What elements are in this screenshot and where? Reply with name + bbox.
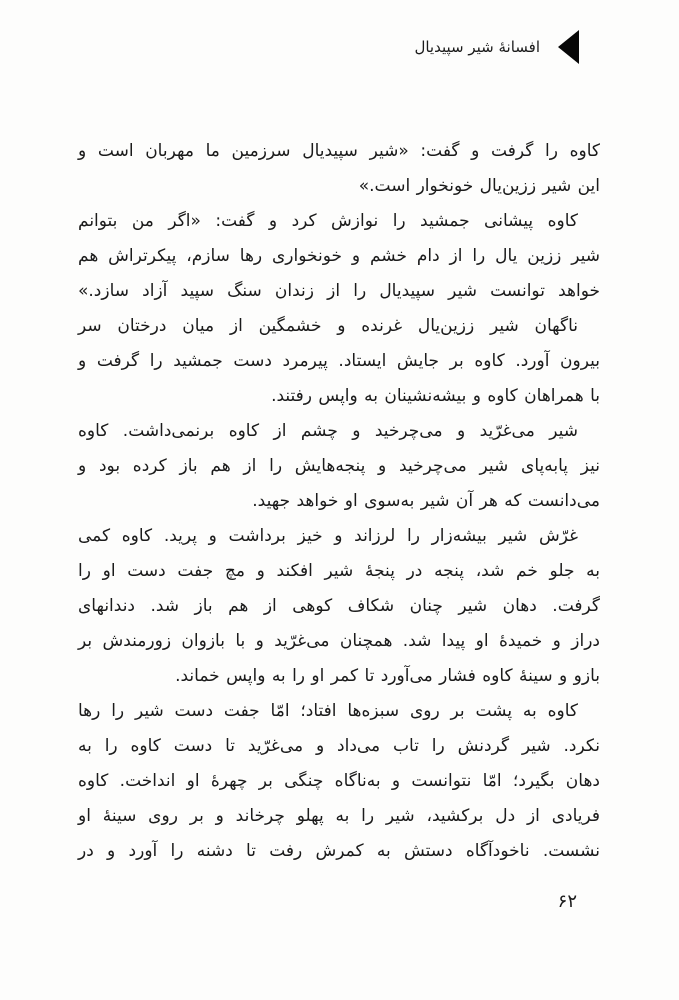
- left-triangle-icon: [558, 30, 579, 64]
- text-line: با همراهان کاوه و بیشه‌نشینان به واپس رفتند.: [271, 386, 600, 406]
- text-line: نیز پابه‌پای شیر می‌چرخید و پنجه‌هایش را از هم باز کرده بود و: [78, 456, 600, 476]
- text-line: شیر ززین یال را از دام خشم و خونخواری رها سازم، پیکرتراش هم: [78, 246, 600, 266]
- page-body: [78, 134, 600, 869]
- page-number: ۶۲: [557, 891, 577, 912]
- running-title: افسانهٔ شیر سپیدیال: [414, 38, 540, 56]
- text-line: بیرون آورد. کاوه بر جایش ایستاد. پیرمرد دست جمشید را گرفت و: [78, 351, 600, 371]
- page-header: [414, 30, 579, 64]
- text-line: کاوه به پشت بر روی سبزه‌ها افتاد؛ امّا جفت دست شیر را رها: [78, 701, 578, 721]
- paragraph: [78, 134, 600, 204]
- paragraph: [78, 414, 600, 519]
- paragraph: [78, 519, 600, 694]
- paragraph: [78, 309, 600, 414]
- text-line: بازو و سینهٔ کاوه فشار می‌آورد تا کمر او را به واپس خماند.: [175, 666, 600, 686]
- text-line: کاوه پیشانی جمشید را نوازش کرد و گفت: «اگر من بتوانم: [78, 211, 578, 231]
- text-line: فریادی از دل برکشید، شیر را به پهلو چرخاند و بر روی سینهٔ او: [78, 806, 600, 826]
- text-line: دهان بگیرد؛ امّا نتوانست و به‌ناگاه چنگی بر چهرهٔ او انداخت. کاوه: [78, 771, 600, 791]
- text-line: دراز و خمیدهٔ او پیدا شد. همچنان می‌غرّید و با بازوان زورمندش بر: [78, 631, 600, 651]
- paragraph: [78, 204, 600, 309]
- text-line: ناگهان شیر ززین‌یال غرنده و خشمگین از میان درختان سر: [78, 316, 578, 336]
- text-line: نشست. ناخودآگاه دستش به کمرش رفت تا دشنه را آورد و در: [78, 841, 600, 861]
- text-line: غرّش شیر بیشه‌زار را لرزاند و خیز برداشت و پرید. کاوه کمی: [78, 526, 578, 546]
- text-line: به جلو خم شد، پنجه در پنجهٔ شیر افکند و مچ جفت دست او را: [78, 561, 600, 581]
- text-line: کاوه را گرفت و گفت: «شیر سپیدیال سرزمین ما مهربان است و: [78, 141, 600, 161]
- text-line: نکرد. شیر گردنش را تاب می‌داد و می‌غرّید تا دست کاوه را به: [78, 736, 600, 756]
- text-line: خواهد توانست شیر سپیدیال را از زندان سنگ سپید آزاد سازد.»: [78, 281, 600, 301]
- text-line: این شیر ززین‌یال خونخوار است.»: [358, 176, 600, 196]
- text-line: شیر می‌غرّید و می‌چرخید و چشم از کاوه برنمی‌داشت. کاوه: [78, 421, 578, 441]
- paragraph: [78, 694, 600, 869]
- text-line: می‌دانست که هر آن شیر به‌سوی او خواهد جهید.: [252, 491, 600, 511]
- text-line: گرفت. دهان شیر چنان شکاف کوهی از هم باز شد. دندانهای: [78, 596, 600, 616]
